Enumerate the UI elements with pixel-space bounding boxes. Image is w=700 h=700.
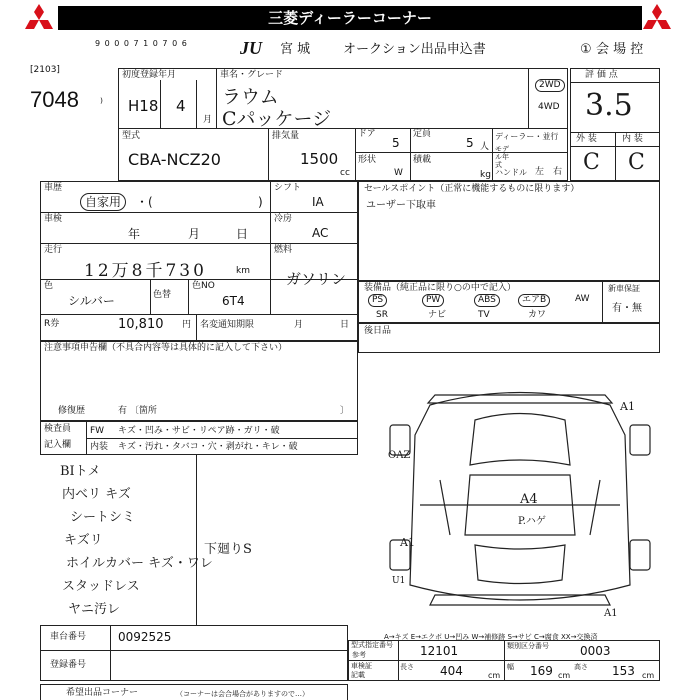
shift-label: シフト bbox=[274, 183, 302, 193]
form-title: オークション出品申込書 bbox=[343, 42, 486, 57]
diagram-mark-4: P.ハゲ bbox=[518, 516, 546, 527]
equipment-item-sub: SR bbox=[376, 310, 388, 320]
diagram-legend: A→キズ E→エクボ U→凹み W→補修跡 S→サビ C→腐食 XX→交換済 bbox=[384, 633, 598, 641]
venue: 宮 城 bbox=[280, 42, 311, 57]
in-items: キズ・汚れ・タバコ・穴・剥がれ・キレ・破 bbox=[118, 442, 298, 452]
handwritten-note: キズリ bbox=[64, 533, 103, 548]
color-value: シルバー bbox=[68, 294, 115, 308]
handwritten-note: 内ベリ キズ bbox=[62, 487, 131, 502]
mileage-unit: km bbox=[236, 266, 250, 276]
notice-label: 名変通知期限 bbox=[200, 320, 255, 330]
name-label: 車名・グレード bbox=[220, 70, 284, 80]
capacity-label: 定員 bbox=[413, 129, 432, 139]
handwritten-note: ホイルカバー キズ・ワレ bbox=[66, 556, 213, 571]
fuel-label: 燃料 bbox=[274, 245, 293, 255]
mileage-label: 走行 bbox=[44, 245, 63, 255]
color-label: 色 bbox=[44, 281, 54, 291]
regno-label: 登録番号 bbox=[50, 660, 87, 670]
history-value: 自家用 bbox=[80, 193, 126, 211]
after-sale-label: 後日品 bbox=[364, 326, 392, 336]
handle-left: 左 bbox=[535, 167, 545, 177]
in-label: 内装 bbox=[90, 442, 109, 452]
lot-suffix: ₎ bbox=[100, 92, 103, 106]
repair-value: 有 〔箇所 bbox=[118, 406, 157, 416]
notes-label: 注意事項申告欄（不具合内容等は具体的に記入して下さい） bbox=[44, 343, 288, 353]
height-value: 153 bbox=[612, 664, 635, 678]
shape-label: 形状 bbox=[358, 155, 377, 165]
int-label: 内 装 bbox=[622, 134, 643, 144]
reg-era: H18 bbox=[128, 97, 159, 115]
diagram-mark-7: A1 bbox=[604, 608, 618, 619]
handwritten-note: ヤニ汚レ bbox=[68, 602, 121, 617]
reg-month-unit: 月 bbox=[203, 115, 213, 125]
brand-logo: JU bbox=[240, 38, 262, 58]
warranty-value: 有・無 bbox=[612, 303, 642, 314]
type-num-label: 型式指定番号 bbox=[351, 641, 393, 649]
width-unit: cm bbox=[558, 671, 571, 680]
handwritten-note: シートシミ bbox=[70, 510, 136, 525]
box-label: 会 場 控 bbox=[596, 42, 644, 57]
class-label: 類別区分番号 bbox=[507, 642, 549, 650]
cooler-label: 冷房 bbox=[274, 214, 293, 224]
after-sale-box bbox=[358, 323, 660, 353]
equipment-item: PW bbox=[422, 294, 444, 307]
inspection-day: 日 bbox=[236, 227, 249, 241]
drive-2wd: 2WD bbox=[535, 79, 565, 92]
equipment-item: エアB bbox=[518, 294, 550, 307]
barcode-text: 9 0 0 0 7 1 0 7 0 6 bbox=[95, 39, 188, 48]
shift-value: IA bbox=[312, 195, 324, 209]
len-label: 長さ bbox=[400, 663, 414, 671]
class-num: 0003 bbox=[580, 644, 611, 658]
load-label: 積載 bbox=[413, 155, 432, 165]
drive-4wd: 4WD bbox=[538, 102, 560, 112]
grade-label: 評 価 点 bbox=[585, 70, 618, 80]
model-label: 型式 bbox=[122, 131, 141, 141]
diagram-mark-5: A1 bbox=[400, 536, 415, 549]
len-unit: cm bbox=[488, 671, 501, 680]
request-label: 希望出品コーナー bbox=[66, 688, 139, 698]
diagram-mark-3: A4 bbox=[520, 492, 538, 507]
capacity-unit: 人 bbox=[480, 142, 490, 152]
inspector-label1: 検査員 bbox=[44, 424, 72, 434]
int-grade: C bbox=[628, 150, 645, 175]
repair-label: 修復歴 bbox=[58, 406, 86, 416]
dims-label: 車検証 bbox=[351, 662, 372, 670]
mileage-value: 12万8千730 bbox=[84, 261, 207, 281]
frame-label: 車台番号 bbox=[50, 632, 87, 642]
handwritten-note: スタッドレス bbox=[62, 579, 140, 594]
notice-month: 月 bbox=[294, 320, 304, 330]
history-sep: ・( bbox=[136, 195, 153, 209]
dealer-label: ディーラー・並行 bbox=[495, 132, 559, 141]
inspector-label2: 記入欄 bbox=[44, 440, 72, 450]
history-close: ) bbox=[258, 195, 263, 209]
disp-value: 1500 bbox=[300, 150, 339, 168]
handle-label: ハンドル bbox=[495, 168, 527, 177]
right-note: 下廻りS bbox=[204, 542, 252, 557]
width-label: 幅 bbox=[507, 663, 514, 671]
fw-label: FW bbox=[90, 426, 105, 436]
type-num: 12101 bbox=[420, 644, 459, 658]
recycle-value: 10,810 bbox=[118, 317, 164, 332]
banner-title: 三菱ディーラーコーナー bbox=[268, 9, 432, 27]
ref-label: 参考 bbox=[352, 651, 366, 659]
equipment-item: AW bbox=[575, 294, 590, 304]
inspection-month: 月 bbox=[188, 227, 201, 241]
recycle-unit: 円 bbox=[182, 320, 192, 330]
ext-label: 外 装 bbox=[576, 134, 597, 144]
reg-label: 初度登録年月 bbox=[122, 70, 177, 80]
history-label: 車歴 bbox=[44, 183, 63, 193]
lot-number: 7048 bbox=[30, 87, 79, 112]
model-year-label: モデル年式 bbox=[495, 145, 509, 169]
diagram-mark-6: U1 bbox=[392, 576, 406, 586]
sales-point-text: ユーザー下取車 bbox=[366, 200, 436, 211]
box-no: ① bbox=[580, 42, 592, 57]
handle-right: 右 bbox=[553, 167, 563, 177]
color-code-label: 色替 bbox=[153, 290, 172, 300]
inspection-year: 年 bbox=[128, 227, 141, 241]
frame-value: 0092525 bbox=[118, 630, 172, 644]
fw-items: キズ・凹み・サビ・リペア跡・ガリ・破 bbox=[118, 426, 280, 436]
notice-day: 日 bbox=[340, 320, 350, 330]
grade-score: 3.5 bbox=[585, 88, 633, 123]
request-note: （コーナーは会合場合がありますので…） bbox=[176, 690, 309, 698]
doors-label: ドア bbox=[358, 129, 376, 139]
notes-divider bbox=[196, 455, 197, 625]
model-value: CBA-NCZ20 bbox=[128, 150, 221, 169]
new-warranty-label: 新車保証 bbox=[608, 284, 640, 293]
repair-close: 〕 bbox=[340, 406, 350, 416]
car-name: ラウム bbox=[222, 86, 279, 108]
dims-sub: 記載 bbox=[351, 671, 365, 679]
ext-grade: C bbox=[583, 150, 600, 175]
car-grade: Cパッケージ bbox=[222, 108, 332, 130]
shape-value: W bbox=[394, 168, 403, 178]
diagram-mark-2: OAZ bbox=[388, 450, 411, 461]
sales-point-label: セールスポイント（正常に機能するものに限ります） bbox=[364, 184, 580, 194]
mitsubishi-logo-right bbox=[640, 2, 674, 34]
frame-table bbox=[40, 625, 348, 681]
equipment-item-sub: カワ bbox=[528, 310, 547, 320]
color-code-sub: 色NO bbox=[192, 281, 215, 291]
cooler-value: AC bbox=[312, 226, 329, 240]
color-code: 6T4 bbox=[222, 294, 245, 308]
inspection-label: 車検 bbox=[44, 214, 63, 224]
capacity-value: 5 bbox=[466, 136, 474, 150]
mitsubishi-logo-left bbox=[22, 2, 56, 34]
handwritten-note: BIトメ bbox=[60, 464, 101, 479]
height-label: 高さ bbox=[574, 663, 588, 671]
recycle-label: R券 bbox=[44, 319, 60, 329]
width-value: 169 bbox=[530, 664, 553, 678]
disp-label: 排気量 bbox=[272, 131, 300, 141]
load-unit: kg bbox=[480, 170, 491, 180]
equipment-item: PS bbox=[368, 294, 387, 307]
sales-point-box bbox=[358, 181, 660, 281]
equipment-label: 装備品（純正品に限り○の中で記入） bbox=[364, 283, 516, 293]
equipment-item-sub: TV bbox=[478, 310, 490, 320]
equipment-item: ABS bbox=[474, 294, 500, 307]
reg-month: 4 bbox=[176, 97, 186, 115]
fuel-value: ガソリン bbox=[286, 270, 347, 288]
lot-code: [2103] bbox=[30, 65, 60, 75]
disp-unit: cc bbox=[340, 168, 350, 178]
diagram-mark-1: A1 bbox=[620, 400, 635, 413]
equipment-item-sub: ナビ bbox=[428, 310, 447, 320]
len-value: 404 bbox=[440, 664, 463, 678]
height-unit: cm bbox=[642, 671, 655, 680]
doors-value: 5 bbox=[392, 136, 400, 150]
